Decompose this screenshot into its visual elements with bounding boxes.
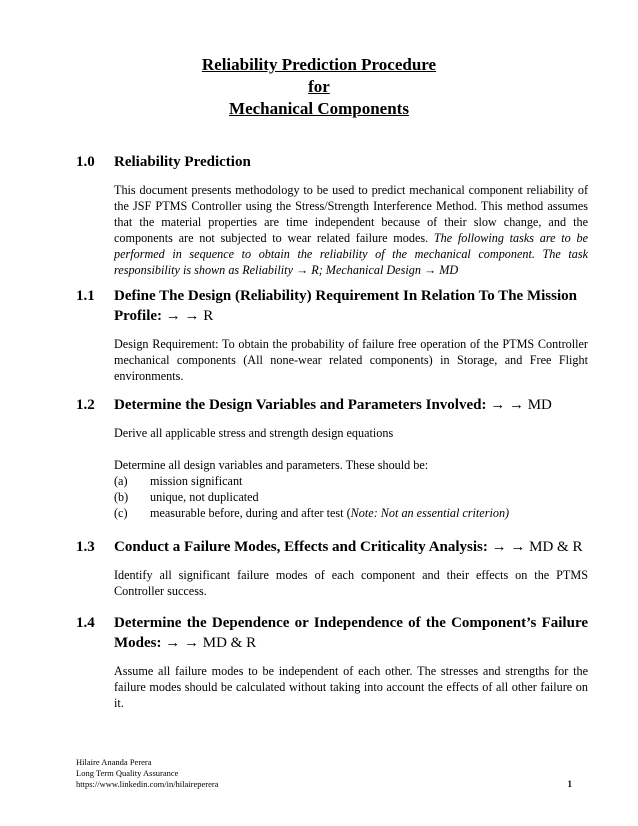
responsibility-arrow: → → MD [490, 397, 552, 413]
page-number: 1 [567, 779, 572, 789]
section-body [114, 567, 588, 599]
footer-author: Hilaire Ananda Perera [76, 757, 152, 767]
title-line-1: Reliability Prediction Procedure [201, 55, 437, 74]
paragraph-italic-text: The following tasks are to be performed in sequence to obtain the reliability of the mechanical component. The task responsibility is shown as Reliability → R; Mechanical Design → MD [114, 231, 588, 277]
section-heading [76, 613, 588, 653]
list-item-text [150, 505, 588, 521]
section-1-0 [76, 152, 588, 278]
list-item-note: Note: Not an essential criterion) [350, 506, 510, 520]
section-number: 1.0 [76, 154, 95, 170]
responsibility-arrow: → → MD & R [165, 635, 257, 651]
list-item-text: unique, not duplicated [150, 490, 259, 504]
section-1-3 [76, 537, 588, 599]
section-body [114, 182, 588, 278]
footer [76, 757, 219, 790]
section-number: 1.2 [76, 397, 95, 413]
paragraph: Assume all failure modes to be independent of each other. The stresses and strengths for the failure modes should be calculated without taking into account the effects of all other failure on it. [114, 664, 588, 710]
section-number: 1.3 [76, 539, 95, 555]
list-marker: (c) [114, 506, 128, 520]
list-item [114, 473, 588, 489]
section-1-2 [76, 395, 588, 521]
paragraph: Design Requirement: To obtain the probability of failure free operation of the PTMS Controller mechanical components (All none-wear related components) in Storage, and Free Flight environments. [114, 337, 588, 383]
paragraph-text: This document presents methodology to be used to predict mechanical component reliability of the JSF PTMS Controller using the Stress/Strength Interference Method. This method assumes that the material properties are time independent because of their slow change, and the components are not subjected to wear related failure modes. [114, 183, 588, 245]
section-body [114, 336, 588, 384]
responsibility-arrow: → → R [165, 308, 214, 324]
section-body [114, 425, 588, 521]
paragraph: Identify all significant failure modes of each component and their effects on the PTMS Controller success. [114, 568, 588, 598]
section-number: 1.4 [76, 615, 95, 631]
section-heading [76, 286, 588, 326]
section-1-4 [76, 613, 588, 711]
list-item-main-text: measurable before, during and after test ( [150, 506, 351, 520]
document-title [0, 54, 638, 120]
footer-org: Long Term Quality Assurance [76, 768, 179, 778]
section-title [114, 537, 588, 557]
section-1-1 [76, 286, 588, 384]
title-line-3: Mechanical Components [229, 99, 409, 118]
footer-url[interactable]: https://www.linkedin.com/in/hilaireperera [76, 779, 219, 789]
criteria-list [114, 473, 588, 521]
section-title-text: Define The Design (Reliability) Requirement In Relation To The Mission Profile: [114, 288, 577, 324]
section-heading [76, 395, 588, 415]
section-title [114, 613, 588, 653]
section-heading [76, 152, 588, 172]
responsibility-arrow: → → MD & R [491, 539, 583, 555]
list-marker: (a) [114, 474, 128, 488]
section-title [114, 395, 588, 415]
section-title-text: Determine the Design Variables and Parameters Involved: [114, 397, 487, 413]
title-line-2: for [308, 77, 330, 96]
list-item [114, 505, 588, 521]
list-item [114, 489, 588, 505]
section-title-text: Conduct a Failure Modes, Effects and Criticality Analysis: [114, 539, 488, 555]
list-marker: (b) [114, 490, 129, 504]
section-title: Reliability Prediction [114, 154, 251, 170]
list-item-text: mission significant [150, 474, 243, 488]
section-title-text: Determine the Dependence or Independence of the Component’s Failure Modes: [114, 615, 588, 651]
section-body [114, 663, 588, 711]
paragraph: Derive all applicable stress and strength design equations [114, 426, 394, 440]
section-number: 1.1 [76, 288, 95, 304]
section-heading [76, 537, 588, 557]
paragraph: Determine all design variables and parameters. These should be: [114, 458, 429, 472]
paragraph [114, 182, 588, 278]
section-title [114, 286, 588, 326]
